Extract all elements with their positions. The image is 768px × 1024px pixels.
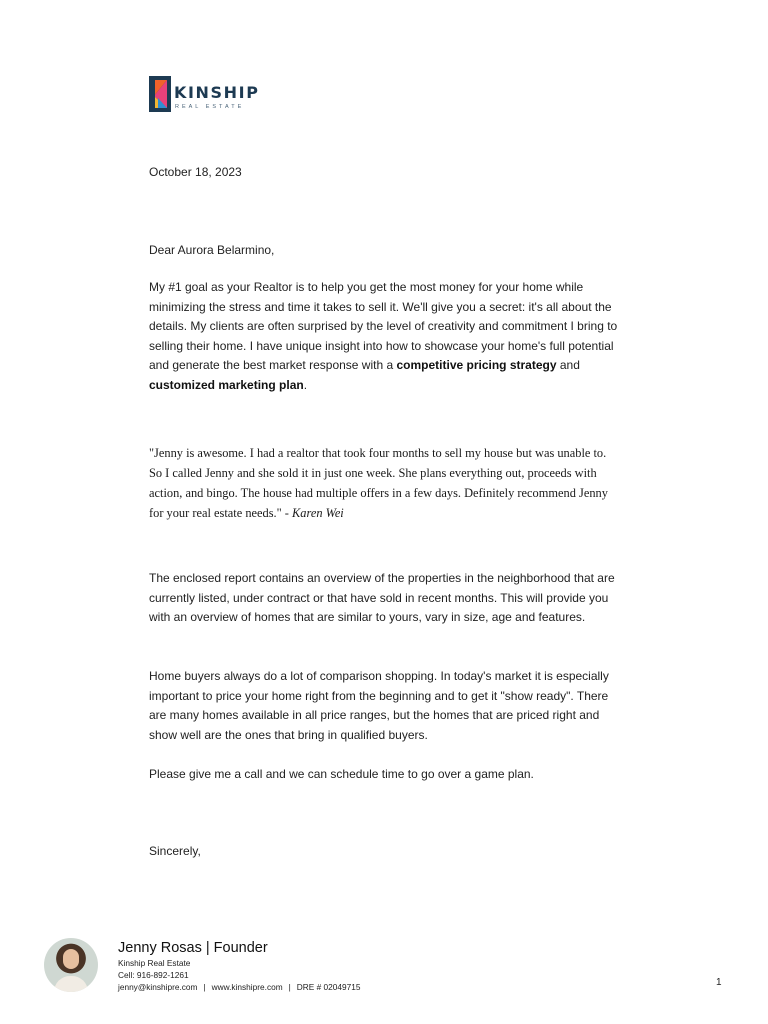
signature-contact bbox=[118, 982, 360, 993]
signature-company: Kinship Real Estate bbox=[118, 958, 191, 968]
testimonial-quote bbox=[149, 443, 621, 523]
signature-dre: DRE # 02049715 bbox=[296, 982, 361, 992]
quote-author: Karen Wei bbox=[292, 506, 344, 520]
closing: Sincerely, bbox=[149, 844, 201, 858]
logo-subtitle: REAL ESTATE bbox=[175, 104, 245, 110]
signature-cell: Cell: 916-892-1261 bbox=[118, 970, 189, 980]
logo-wordmark: KINSHIP bbox=[174, 83, 260, 102]
company-logo bbox=[149, 76, 269, 116]
intro-paragraph bbox=[149, 278, 625, 396]
report-paragraph: The enclosed report contains an overview of the properties in the neighborhood that are currently listed, under contract or that have sold in recent months. This will provide you with an overview of homes that are similar to yours, vary in size, age and features. bbox=[149, 571, 615, 625]
quote-text: "Jenny is awesome. I had a realtor that took four months to sell my house but was unable to. So I called Jenny and she sold it in just one week. She plans everything out, proceeds with action, and bingo. The house had multiple offers in a few days. Definitely recommend Jenny for your real estate needs." - bbox=[149, 446, 608, 520]
avatar-shirt bbox=[54, 976, 88, 992]
signature-email[interactable]: jenny@kinshipre.com bbox=[118, 982, 198, 992]
salutation: Dear Aurora Belarmino, bbox=[149, 243, 275, 257]
avatar bbox=[44, 938, 98, 992]
marketing-plan-emphasis: customized marketing plan bbox=[149, 377, 304, 392]
intro-end: . bbox=[303, 377, 308, 392]
signature-website[interactable]: www.kinshipre.com bbox=[211, 982, 283, 992]
avatar-face bbox=[63, 949, 79, 969]
separator: | bbox=[288, 982, 291, 992]
separator: | bbox=[203, 982, 206, 992]
intro-text: My #1 goal as your Realtor is to help you get the most money for your home while minimizing the stress and time it takes to sell it. We'll give you a secret: it's all about the details. My clients are often surprised by the level of creativity and commitment I bring to selling their home. I have unique insight into how to showcase your home's full potential and generate the best market response with a bbox=[149, 280, 618, 373]
letter-date: October 18, 2023 bbox=[149, 165, 242, 179]
intro-connector: and bbox=[556, 358, 580, 373]
call-paragraph: Please give me a call and we can schedule time to go over a game plan. bbox=[149, 767, 534, 781]
signature-name: Jenny Rosas | Founder bbox=[118, 940, 268, 956]
kinship-logo-mark-icon bbox=[149, 76, 171, 112]
pricing-strategy-emphasis: competitive pricing strategy bbox=[396, 358, 557, 373]
buyers-paragraph: Home buyers always do a lot of comparison shopping. In today's market it is especially important to price your home right from the beginning and to get it "show ready". There are many homes available in all price ranges, but the homes that are priced right and show well are the ones that bring in qualified buyers. bbox=[149, 669, 609, 742]
page-number: 1 bbox=[716, 977, 722, 988]
